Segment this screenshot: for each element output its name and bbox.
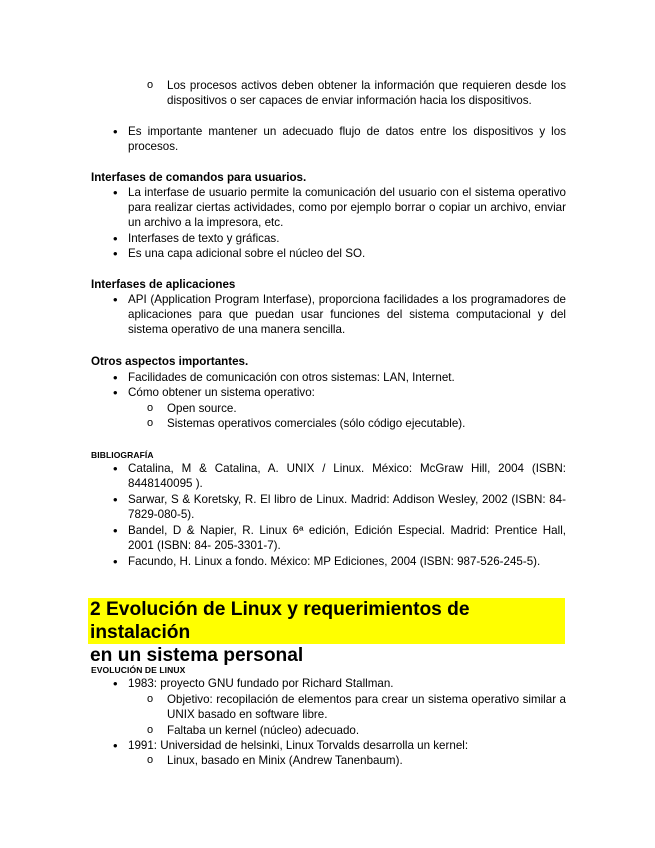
- bullet-icon: •: [113, 292, 118, 307]
- circle-bullet-icon: o: [147, 417, 154, 429]
- list-item: • Sarwar, S & Koretsky, R. El libro de Linux. Madrid: Addison Wesley, 2002 (ISBN: 84-7829-080-5).: [113, 492, 566, 522]
- section-title: Otros aspectos importantes.: [91, 355, 249, 368]
- list-item: • Es una capa adicional sobre el núcleo del SO.: [113, 246, 366, 261]
- list-item: o Linux, basado en Minix (Andrew Tanenbaum).: [147, 754, 403, 767]
- circle-bullet-icon: o: [147, 693, 154, 705]
- bullet-icon: •: [113, 492, 118, 507]
- list-item: • La interfase de usuario permite la comunicación del usuario con el sistema operativo para realizar ciertas actividades, como por ejemplo borrar o copiar un archivo, enviar un archivo a la impresora, etc.: [113, 185, 566, 230]
- section-title: EVOLUCIÓN DE LINUX: [91, 665, 186, 675]
- section-title: Interfases de comandos para usuarios.: [91, 171, 307, 184]
- list-item: o Faltaba un kernel (núcleo) adecuado.: [147, 724, 360, 737]
- bullet-icon: •: [113, 185, 118, 200]
- circle-bullet-icon: o: [147, 754, 154, 766]
- list-item: • 1991: Universidad de helsinki, Linux Torvalds desarrolla un kernel:: [113, 738, 469, 753]
- bullet-icon: •: [113, 554, 118, 569]
- list-item: o Objetivo: recopilación de elementos para crear un sistema operativo similar a UNIX basado en software libre.: [147, 693, 566, 722]
- bullet-icon: •: [113, 124, 118, 139]
- bullet-icon: •: [113, 461, 118, 476]
- circle-bullet-icon: o: [147, 79, 154, 91]
- list-item: • Facundo, H. Linux a fondo. México: MP Ediciones, 2004 (ISBN: 987-526-245-5).: [113, 554, 541, 569]
- bullet-icon: •: [113, 523, 118, 538]
- list-item: • Cómo obtener un sistema operativo:: [113, 385, 315, 400]
- list-item: • API (Application Program Interfase), proporciona facilidades a los programadores de aplicaciones para que puedan usar funciones del sistema computacional y del sistema operativo de una manera sencilla.: [113, 292, 566, 337]
- bullet-icon: •: [113, 370, 118, 385]
- list-item: • Catalina, M & Catalina, A. UNIX / Linux. México: McGraw Hill, 2004 (ISBN: 8448140095 ).: [113, 461, 566, 491]
- list-item: • Bandel, D & Napier, R. Linux 6ª edición, Edición Especial. Madrid: Prentice Hall, 2001 (ISBN: 84- 205-3301-7).: [113, 523, 566, 553]
- bullet-icon: •: [113, 676, 118, 691]
- list-item: • Es importante mantener un adecuado flujo de datos entre los dispositivos y los procesos.: [113, 124, 566, 154]
- section-heading: 2 Evolución de Linux y requerimientos de instalación en un sistema personal: [88, 598, 565, 644]
- list-item: • Interfases de texto y gráficas.: [113, 231, 280, 246]
- list-item: • Facilidades de comunicación con otros sistemas: LAN, Internet.: [113, 370, 455, 385]
- section-title: BIBLIOGRAFÍA: [91, 450, 154, 460]
- circle-bullet-icon: o: [147, 402, 154, 414]
- list-item: o Los procesos activos deben obtener la información que requieren desde los dispositivos o ser capaces de enviar información hacia los dispositivos.: [147, 79, 566, 108]
- bullet-icon: •: [113, 231, 118, 246]
- bullet-icon: •: [113, 738, 118, 753]
- bullet-icon: •: [113, 246, 118, 261]
- list-item: o Open source.: [147, 402, 237, 415]
- list-item: o Sistemas operativos comerciales (sólo código ejecutable).: [147, 417, 466, 430]
- section-title: Interfases de aplicaciones: [91, 278, 236, 291]
- list-item: • 1983: proyecto GNU fundado por Richard Stallman.: [113, 676, 394, 691]
- bullet-icon: •: [113, 385, 118, 400]
- circle-bullet-icon: o: [147, 724, 154, 736]
